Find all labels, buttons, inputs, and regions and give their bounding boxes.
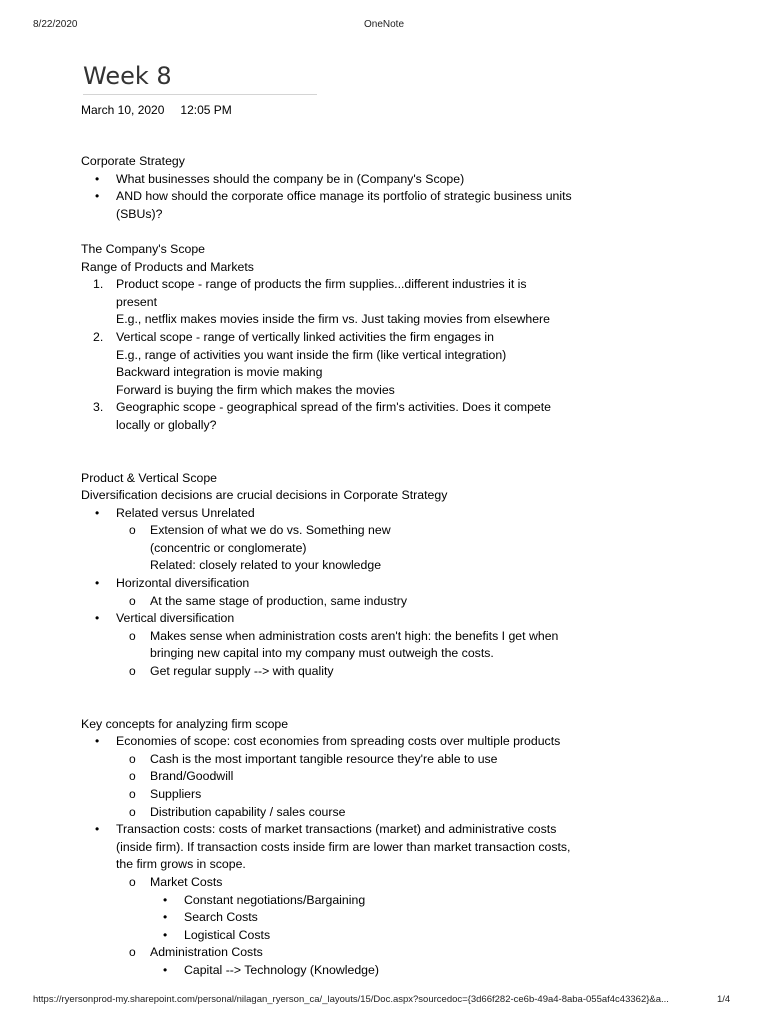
list-item-text: At the same stage of production, same industry bbox=[150, 593, 408, 608]
section-heading: Corporate Strategy bbox=[81, 154, 185, 168]
bullet-icon: • bbox=[95, 576, 100, 591]
list-item bbox=[81, 927, 621, 945]
list-item bbox=[81, 944, 621, 962]
list-item bbox=[81, 892, 621, 910]
list-item-text: AND how should the corporate office manage its portfolio of strategic business units bbox=[116, 189, 572, 204]
list-item-continuation bbox=[81, 540, 621, 558]
list-item-text: Logistical Costs bbox=[184, 927, 271, 942]
section-heading: Product & Vertical Scope bbox=[81, 470, 218, 485]
bullet-icon: • bbox=[95, 822, 100, 837]
list-item-continuation bbox=[81, 382, 621, 400]
list-item-text: Forward is buying the firm which makes the movies bbox=[116, 382, 395, 397]
list-item-text: the firm grows in scope. bbox=[116, 857, 246, 872]
list-item bbox=[81, 610, 621, 628]
bullet-icon: • bbox=[163, 892, 168, 907]
page-number: 1/4 bbox=[717, 994, 731, 1005]
page-url: https://ryersonprod-my.sharepoint.com/personal/nilagan_ryerson_ca/_layouts/15/Doc.aspx?sourcedoc={3d66f282-ce6b-49a4-8aba-055af4c43362}&a... bbox=[33, 994, 669, 1005]
list-item bbox=[81, 909, 621, 927]
list-item bbox=[81, 399, 621, 417]
list-item-text: Cash is the most important tangible resource they're able to use bbox=[150, 751, 498, 766]
page-timestamp bbox=[81, 103, 248, 117]
list-item-continuation bbox=[81, 417, 621, 435]
list-item-continuation bbox=[81, 856, 621, 874]
list-item-text: (inside firm). If transaction costs inside firm are lower than market transaction costs, bbox=[116, 839, 571, 854]
list-item bbox=[81, 804, 621, 822]
circle-bullet-icon: o bbox=[129, 628, 136, 643]
bullet-icon: • bbox=[163, 962, 168, 977]
list-item bbox=[81, 786, 621, 804]
circle-bullet-icon: o bbox=[129, 593, 136, 608]
list-item-text: present bbox=[116, 294, 158, 309]
list-item-text: bringing new capital into my company must outweigh the costs. bbox=[150, 646, 494, 661]
circle-bullet-icon: o bbox=[129, 787, 136, 801]
list-item bbox=[81, 768, 621, 786]
list-item-text: Transaction costs: costs of market transactions (market) and administrative costs bbox=[116, 822, 557, 837]
bullet-icon: • bbox=[95, 505, 100, 520]
circle-bullet-icon: o bbox=[129, 804, 136, 819]
list-item-text: Product scope - range of products the firm supplies...different industries it is bbox=[116, 277, 527, 292]
list-item-text: Geographic scope - geographical spread of the firm's activities. Does it compete bbox=[116, 400, 552, 415]
list-item-text: Distribution capability / sales course bbox=[150, 804, 346, 819]
section-heading: The Company's Scope bbox=[81, 241, 206, 256]
list-item bbox=[81, 505, 621, 523]
list-item bbox=[81, 733, 621, 751]
list-item-text: Vertical diversification bbox=[116, 611, 235, 626]
bullet-icon: • bbox=[95, 734, 100, 749]
bullet-icon: • bbox=[95, 611, 100, 626]
list-item-text: (SBUs)? bbox=[116, 206, 163, 221]
app-name: OneNote bbox=[363, 19, 405, 30]
list-item bbox=[81, 171, 621, 189]
list-item bbox=[81, 962, 621, 980]
list-number: 2. bbox=[93, 329, 104, 344]
circle-bullet-icon: o bbox=[129, 769, 136, 784]
list-item-text: Get regular supply --> with quality bbox=[150, 664, 334, 679]
list-item bbox=[81, 329, 621, 347]
list-item-text: Vertical scope - range of vertically linked activities the firm engages in bbox=[116, 329, 494, 344]
list-item-continuation bbox=[81, 645, 621, 663]
bullet-icon: • bbox=[95, 189, 100, 204]
list-item-text: (concentric or conglomerate) bbox=[150, 540, 307, 555]
list-item-text: What businesses should the company be in (Company's Scope) bbox=[116, 171, 465, 186]
list-item-continuation bbox=[81, 347, 621, 365]
circle-bullet-icon: o bbox=[129, 751, 136, 766]
list-item-text: Backward integration is movie making bbox=[116, 365, 323, 380]
circle-bullet-icon: o bbox=[129, 664, 136, 679]
list-item-continuation bbox=[81, 364, 621, 382]
list-item-text: Related versus Unrelated bbox=[116, 505, 255, 520]
list-item-continuation bbox=[81, 206, 621, 224]
list-item-text: Capital --> Technology (Knowledge) bbox=[184, 962, 379, 977]
section-heading: Key concepts for analyzing firm scope bbox=[81, 716, 289, 731]
list-item-text: Makes sense when administration costs aren't high: the benefits I get when bbox=[150, 628, 559, 643]
list-item-text: Horizontal diversification bbox=[116, 576, 250, 591]
list-item bbox=[81, 522, 621, 540]
list-item-text: Extension of what we do vs. Something new bbox=[150, 523, 391, 538]
list-item-text: E.g., range of activities you want inside the firm (like vertical integration) bbox=[116, 347, 507, 362]
list-item bbox=[81, 663, 621, 681]
list-item-text: Related: closely related to your knowledge bbox=[150, 558, 382, 573]
list-item bbox=[81, 276, 621, 294]
list-item bbox=[81, 821, 621, 839]
list-item-text: Brand/Goodwill bbox=[150, 769, 234, 784]
section-subheading: Range of Products and Markets bbox=[81, 259, 254, 274]
bullet-list bbox=[81, 171, 621, 224]
list-item-continuation bbox=[81, 294, 621, 312]
list-item-continuation bbox=[81, 557, 621, 575]
list-item-text: locally or globally? bbox=[116, 417, 217, 432]
list-item-text: Constant negotiations/Bargaining bbox=[184, 892, 366, 907]
print-date: 8/22/2020 bbox=[33, 19, 78, 30]
list-item bbox=[81, 188, 621, 206]
list-item-continuation bbox=[81, 839, 621, 857]
list-item-text: Market Costs bbox=[150, 874, 223, 889]
page-title: Week 8 bbox=[83, 62, 172, 90]
list-item bbox=[81, 751, 621, 769]
circle-bullet-icon: o bbox=[129, 874, 136, 889]
page-date: March 10, 2020 bbox=[81, 103, 165, 117]
bullet-list bbox=[81, 733, 621, 979]
circle-bullet-icon: o bbox=[129, 945, 136, 960]
list-item-text: Search Costs bbox=[184, 910, 258, 925]
circle-bullet-icon: o bbox=[129, 523, 136, 538]
list-item bbox=[81, 593, 621, 611]
bullet-icon: • bbox=[163, 910, 168, 925]
list-item-continuation bbox=[81, 311, 621, 329]
list-item-text: E.g., netflix makes movies inside the firm vs. Just taking movies from elsewhere bbox=[116, 312, 550, 327]
title-underline bbox=[83, 94, 317, 95]
list-item bbox=[81, 628, 621, 646]
section-subheading: Diversification decisions are crucial decisions in Corporate Strategy bbox=[81, 488, 448, 503]
bullet-icon: • bbox=[95, 171, 100, 186]
numbered-list bbox=[81, 276, 621, 434]
bullet-list bbox=[81, 505, 621, 681]
list-number: 3. bbox=[93, 400, 104, 415]
list-item-text: Administration Costs bbox=[150, 945, 263, 960]
list-item bbox=[81, 874, 621, 892]
list-item-text: Economies of scope: cost economies from spreading costs over multiple products bbox=[116, 734, 561, 749]
list-number: 1. bbox=[93, 277, 104, 292]
bullet-icon: • bbox=[163, 927, 168, 942]
page-time: 12:05 PM bbox=[180, 103, 232, 117]
list-item bbox=[81, 575, 621, 593]
note-body bbox=[81, 153, 621, 980]
list-item-text: Suppliers bbox=[150, 787, 202, 801]
